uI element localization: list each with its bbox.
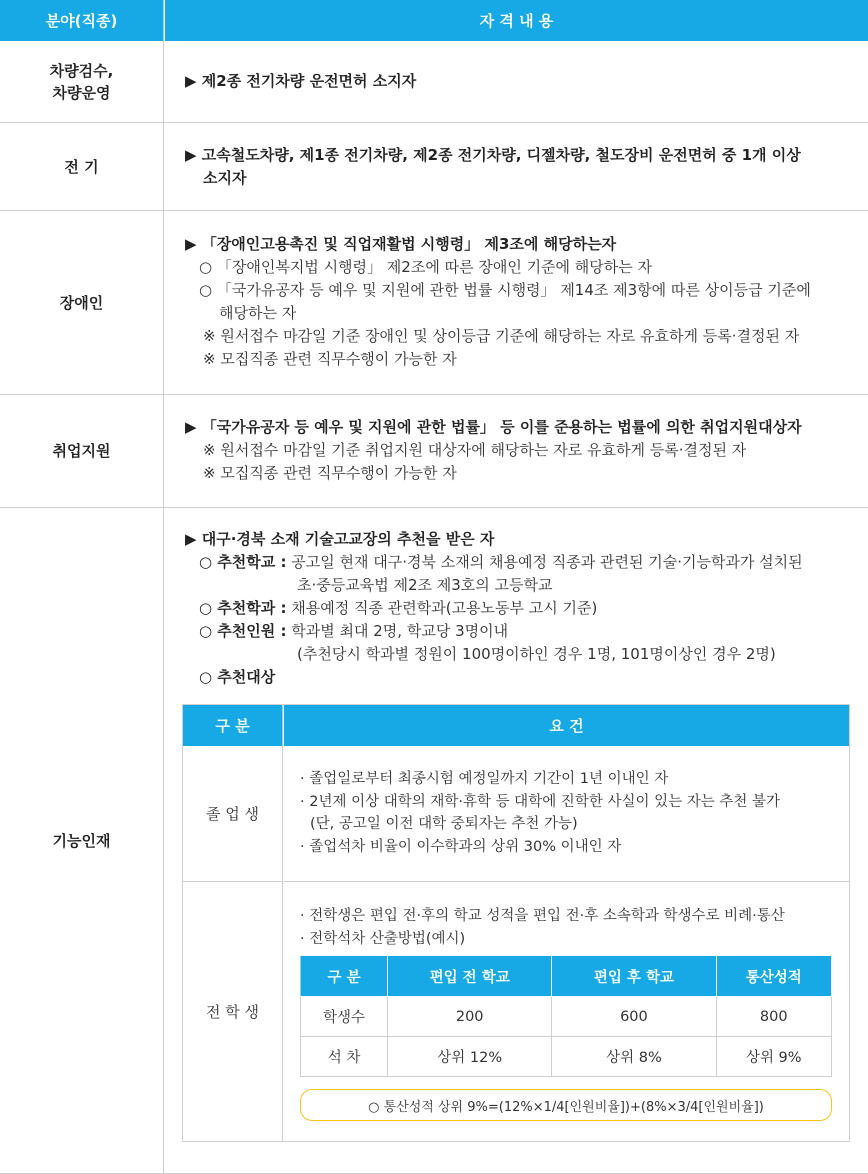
category-label: 취업지원 — [52, 442, 111, 460]
sub-row — [301, 1037, 832, 1077]
sub-cell: 상위 12% — [388, 1037, 552, 1077]
requirement-line: · 졸업일로부터 최종시험 예정일까지 기간이 1년 이내인 자 — [300, 771, 669, 787]
content-line: 소지자 — [203, 169, 247, 187]
sub-header: 편입 후 학교 — [552, 956, 716, 997]
sub-cell: 학생수 — [301, 997, 388, 1037]
content-line: ○ 「국가유공자 등 예우 및 지원에 관한 법률 시행령」 제14조 제3항에 따른 상이등급 기준에 — [199, 281, 811, 299]
content-line: ▶ 제2종 전기차량 운전면허 소지자 — [185, 72, 417, 90]
transfer-label: 전 학 생 — [183, 882, 283, 1141]
formula-note: ○ 통산성적 상위 9%=(12%×1/4[인원비율])+(8%×3/4[인원비율]) — [300, 1089, 832, 1121]
transfer-requirements — [300, 905, 839, 950]
header-qualification: 자 격 내 용 — [165, 0, 868, 41]
content-line — [185, 620, 850, 643]
row-category — [0, 123, 164, 210]
item-label: ○ 추천학과 : — [199, 599, 287, 617]
inner-header-requirement: 요 건 — [284, 705, 849, 746]
sub-cell: 200 — [388, 997, 552, 1037]
sub-cell: 600 — [552, 997, 716, 1037]
category-label: 장애인 — [59, 293, 104, 312]
sub-cell: 800 — [716, 997, 831, 1037]
content-line: 해당하는 자 — [219, 304, 297, 322]
table-row — [0, 395, 868, 508]
row-content — [185, 70, 850, 93]
row-content — [185, 144, 850, 190]
table-row — [0, 123, 868, 211]
requirement-line: (단, 공고일 이전 대학 중퇴자는 추천 가능) — [310, 816, 578, 832]
table-row — [0, 211, 868, 395]
item-text: 공고일 현재 대구·경북 소재의 채용예정 직종과 관련된 기술·기능학과가 설치된 — [291, 553, 803, 571]
requirement-table — [182, 704, 850, 1142]
sub-cell: 석 차 — [301, 1037, 388, 1077]
content-line: ▶ 「국가유공자 등 예우 및 지원에 관한 법률」 등 이를 준용하는 법률에 의한 취업지원대상자 — [185, 418, 802, 436]
category-label: 기능인재 — [52, 832, 111, 850]
sub-header: 구 분 — [301, 956, 388, 997]
sub-cell: 상위 9% — [716, 1037, 831, 1077]
header-field: 분야(직종) — [0, 0, 164, 41]
graduate-label: 졸 업 생 — [183, 746, 283, 882]
content-line: ※ 모집직종 관련 직무수행이 가능한 자 — [203, 350, 457, 368]
category-label: 전 기 — [64, 157, 99, 176]
content-line: ▶ 대구·경북 소재 기술고교장의 추천을 받은 자 — [185, 530, 495, 548]
rank-calc-table — [300, 955, 832, 1077]
row-content — [185, 528, 850, 689]
row-content — [185, 416, 850, 485]
row-content — [185, 233, 850, 371]
content-line: ※ 원서접수 마감일 기준 취업지원 대상자에 해당하는 자로 유효하게 등록·결정된 자 — [203, 441, 747, 459]
sub-header: 통산성적 — [716, 956, 831, 997]
content-line — [185, 551, 850, 574]
item-text: 학과별 최대 2명, 학교당 3명이내 — [291, 622, 509, 640]
requirement-line: · 전학석차 산출방법(예시) — [300, 930, 466, 947]
content-line: ▶ 고속철도차량, 제1종 전기차량, 제2종 전기차량, 디젤차량, 철도장비 운전면허 중 1개 이상 — [185, 146, 801, 164]
sub-header: 편입 전 학교 — [388, 956, 552, 997]
sub-header-row — [301, 956, 832, 997]
category-label: 차량검수, 차량운영 — [49, 61, 114, 102]
item-label: ○ 추천인원 : — [199, 622, 287, 640]
content-line: ※ 원서접수 마감일 기준 장애인 및 상이등급 기준에 해당하는 자로 유효하게 등록·결정된 자 — [203, 327, 800, 345]
content-line: ※ 모집직종 관련 직무수행이 가능한 자 — [203, 464, 457, 482]
table-row — [0, 41, 868, 123]
content-line — [185, 597, 850, 620]
row-category — [0, 395, 164, 507]
sub-row — [301, 997, 832, 1037]
content-line: ▶ 「장애인고용촉진 및 직업재활법 시행령」 제3조에 해당하는자 — [185, 235, 617, 253]
content-line: 초·중등교육법 제2조 제3호의 고등학교 — [297, 576, 553, 594]
graduate-requirements — [300, 768, 839, 858]
requirement-line: · 전학생은 편입 전·후의 학교 성적을 편입 전·후 소속학과 학생수로 비례·통산 — [300, 908, 785, 924]
row-category — [0, 41, 164, 122]
item-text: 채용예정 직종 관련학과(고용노동부 고시 기준) — [291, 599, 598, 617]
requirement-line: · 졸업석차 비율이 이수학과의 상위 30% 이내인 자 — [300, 838, 622, 855]
row-category — [0, 211, 164, 394]
item-label: ○ 추천학교 : — [199, 553, 287, 571]
row-category — [0, 508, 164, 1174]
sub-cell: 상위 8% — [552, 1037, 716, 1077]
content-line: ○ 「장애인복지법 시행령」 제2조에 따른 장애인 기준에 해당하는 자 — [199, 258, 653, 276]
content-line: (추천당시 학과별 정원이 100명이하인 경우 1명, 101명이상인 경우 2명) — [297, 645, 776, 663]
requirement-line: · 2년제 이상 대학의 재학·휴학 등 대학에 진학한 사실이 있는 자는 추천 불가 — [300, 793, 780, 810]
inner-header-category: 구 분 — [183, 705, 283, 746]
content-line: ○ 추천대상 — [199, 668, 276, 686]
